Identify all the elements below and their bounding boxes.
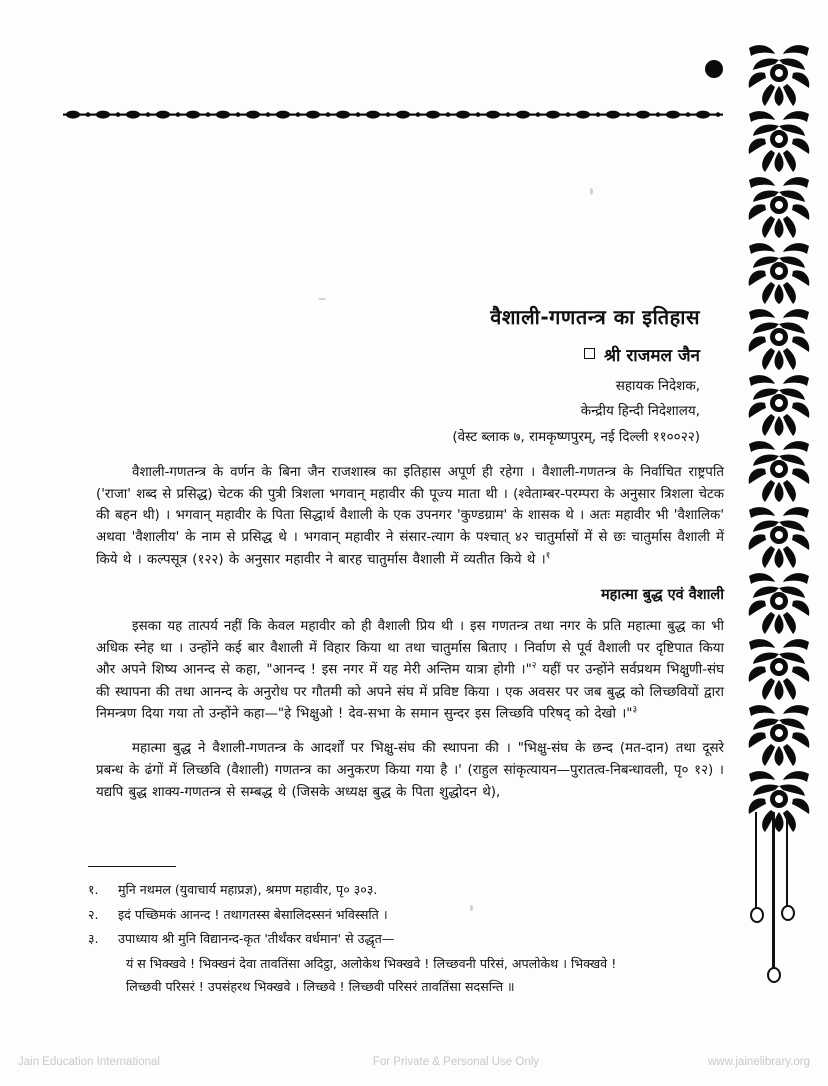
paragraph-2 xyxy=(96,616,724,725)
body-content xyxy=(96,462,724,817)
square-bullet-icon xyxy=(584,348,595,359)
pali-quote-line-1: यं स भिक्खवे ! भिक्खनं देवा तावतिंसा अदिट्ठा, अलोकेथ भिक्खवे ! लिच्छवनी परिसं, अपलोकेथ । भिक्खवे ! xyxy=(126,955,617,971)
paragraph-3: महात्मा बुद्ध ने वैशाली-गणतन्त्र के आदर्शों पर भिक्षु-संघ की स्थापना की । "भिक्षु-संघ के छन्द (मत-दान) तथा दूसरे प्रबन्ध के ढंगों में लिच्छवि (वैशाली) गणतन्त्र का अनुकरण किया गया है ।' (राहुल सांकृत्यायन—पुरातत्व-निबन्धावली, पृ० १२) । यद्यपि बुद्ध शाक्य-गणतन्त्र से सम्बद्ध थे (जिसके अध्यक्ष बुद्ध के पिता शुद्धोदन थे), xyxy=(96,741,724,800)
tassel-left xyxy=(755,812,757,912)
footnote-number: २. xyxy=(88,906,99,922)
footnote-pali-quote xyxy=(126,954,724,999)
author-byline xyxy=(330,343,700,366)
footer-right: www.jainelibrary.org xyxy=(707,1056,810,1068)
footnote-ref-1[interactable]: १ xyxy=(545,550,551,561)
footnote-ref-2[interactable]: २ xyxy=(531,661,537,672)
paisley-floral-border xyxy=(745,40,813,840)
tassel-right xyxy=(786,812,788,910)
beaded-dash-rule xyxy=(63,108,723,122)
footnote-ref-3[interactable]: ३ xyxy=(632,705,638,716)
footer-left: Jain Education International xyxy=(18,1056,160,1068)
tassel-group xyxy=(745,812,815,1062)
footnote-item xyxy=(88,880,724,900)
scan-speck xyxy=(590,188,593,195)
page-footer xyxy=(0,1056,828,1068)
footnotes-section xyxy=(88,866,724,1001)
affiliation-line-3: (वेस्ट ब्लाक ७, रामकृष्णपुरम्, नई दिल्ली ११००२२) xyxy=(452,428,700,445)
tassel-center xyxy=(772,812,775,972)
footer-center: For Private & Personal Use Only xyxy=(372,1056,540,1068)
paragraph-2-text-a: इसका यह तात्पर्य नहीं कि केवल महावीर को ही वैशाली प्रिय थी । इस गणतन्त्र तथा नगर के प्रति महात्मा बुद्ध का भी अधिक स्नेह था । उन्होंने कई बार वैशाली में विहार किया था तथा चातुर्मास बिताए । निर्वाण से पूर्व वैशाली पर दृष्टिपात किया और अपने शिष्य आनन्द से कहा, "आनन्द ! इस नगर में यह मेरी अन्तिम यात्रा होगी ।" xyxy=(96,618,724,678)
footnote-text: इदं पच्छिमकं आनन्द ! तथागतस्स बेसालिदस्सनं भविस्सति । xyxy=(118,906,388,922)
tassel-bead xyxy=(781,905,795,921)
tassel-bead xyxy=(750,907,764,923)
paragraph-1 xyxy=(96,462,724,571)
footnote-text: मुनि नथमल (युवाचार्य महाप्रज्ञ), श्रमण महावीर, पृ० ३०३. xyxy=(118,882,378,897)
scan-speck xyxy=(318,298,326,300)
paragraph-1-text: वैशाली-गणतन्त्र के वर्णन के बिना जैन राजशास्त्र का इतिहास अपूर्ण ही रहेगा । वैशाली-गणतन्त्र के निर्वाचित राष्ट्रपति ('राजा' शब्द से प्रसिद्ध) चेटक की पुत्री त्रिशला भगवान् महावीर की पूज्य माता थी । (श्वेताम्बर-परम्परा के अनुसार त्रिशला चेटक की बहन थी) । भगवान् महावीर के पिता सिद्धार्थ वैशाली के एक उपनगर 'कुण्डग्राम' के शासक थे । अतः महावीर भी 'वैशालिक' अथवा 'वैशालीय' के नाम से प्रसिद्ध थे । भगवान् महावीर ने संसार-त्याग के पश्चात् ४२ चातुर्मासों में से छः चातुर्मास वैशाली में किये थे । कल्पसूत्र (१२२) के अनुसार महावीर ने बारह चातुर्मास वैशाली में व्यतीत किये थे । xyxy=(96,465,724,568)
paragraph-2-text-b: यहीं पर उन्होंने सर्वप्रथम भिक्षुणी-संघ की स्थापना की तथा आनन्द के अनुरोध पर गौतमी को अपने संघ में प्रविष्ट किया । एक अवसर पर जब बुद्ध को लिच्छवियों द्वारा निमन्त्रण दिया गया तो उन्होंने कहा—"हे भिक्षुओ ! देव-सभा के समान सुन्दर इस लिच्छवि परिषद् को देखो ।" xyxy=(96,662,724,722)
footnote-item xyxy=(88,929,724,949)
affiliation-line-1: सहायक निदेशक, xyxy=(615,378,700,394)
footnote-number: ३. xyxy=(88,931,99,947)
footnote-text: उपाध्याय श्री मुनि विद्यानन्द-कृत 'तीर्थंकर वर्धमान' से उद्धृत— xyxy=(118,931,395,947)
affiliation-line-2: केन्द्रीय हिन्दी निदेशालय, xyxy=(580,403,700,420)
footnote-number: १. xyxy=(88,882,99,897)
footnote-item xyxy=(88,905,724,925)
title-block xyxy=(330,305,700,452)
page-title: वैशाली-गणतन्त्र का इतिहास xyxy=(490,305,700,329)
footnote-separator xyxy=(88,866,176,867)
corner-dot xyxy=(705,60,723,78)
pali-quote-line-2: लिच्छवी परिसरं ! उपसंहरथ भिक्खवे । लिच्छवे ! लिच्छवी परिसरं तावतिंसा सदसन्ति ॥ xyxy=(126,979,515,995)
author-name: श्री राजमल जैन xyxy=(604,346,700,366)
subheading: महात्मा बुद्ध एवं वैशाली xyxy=(601,586,724,603)
tassel-bead xyxy=(767,967,781,983)
